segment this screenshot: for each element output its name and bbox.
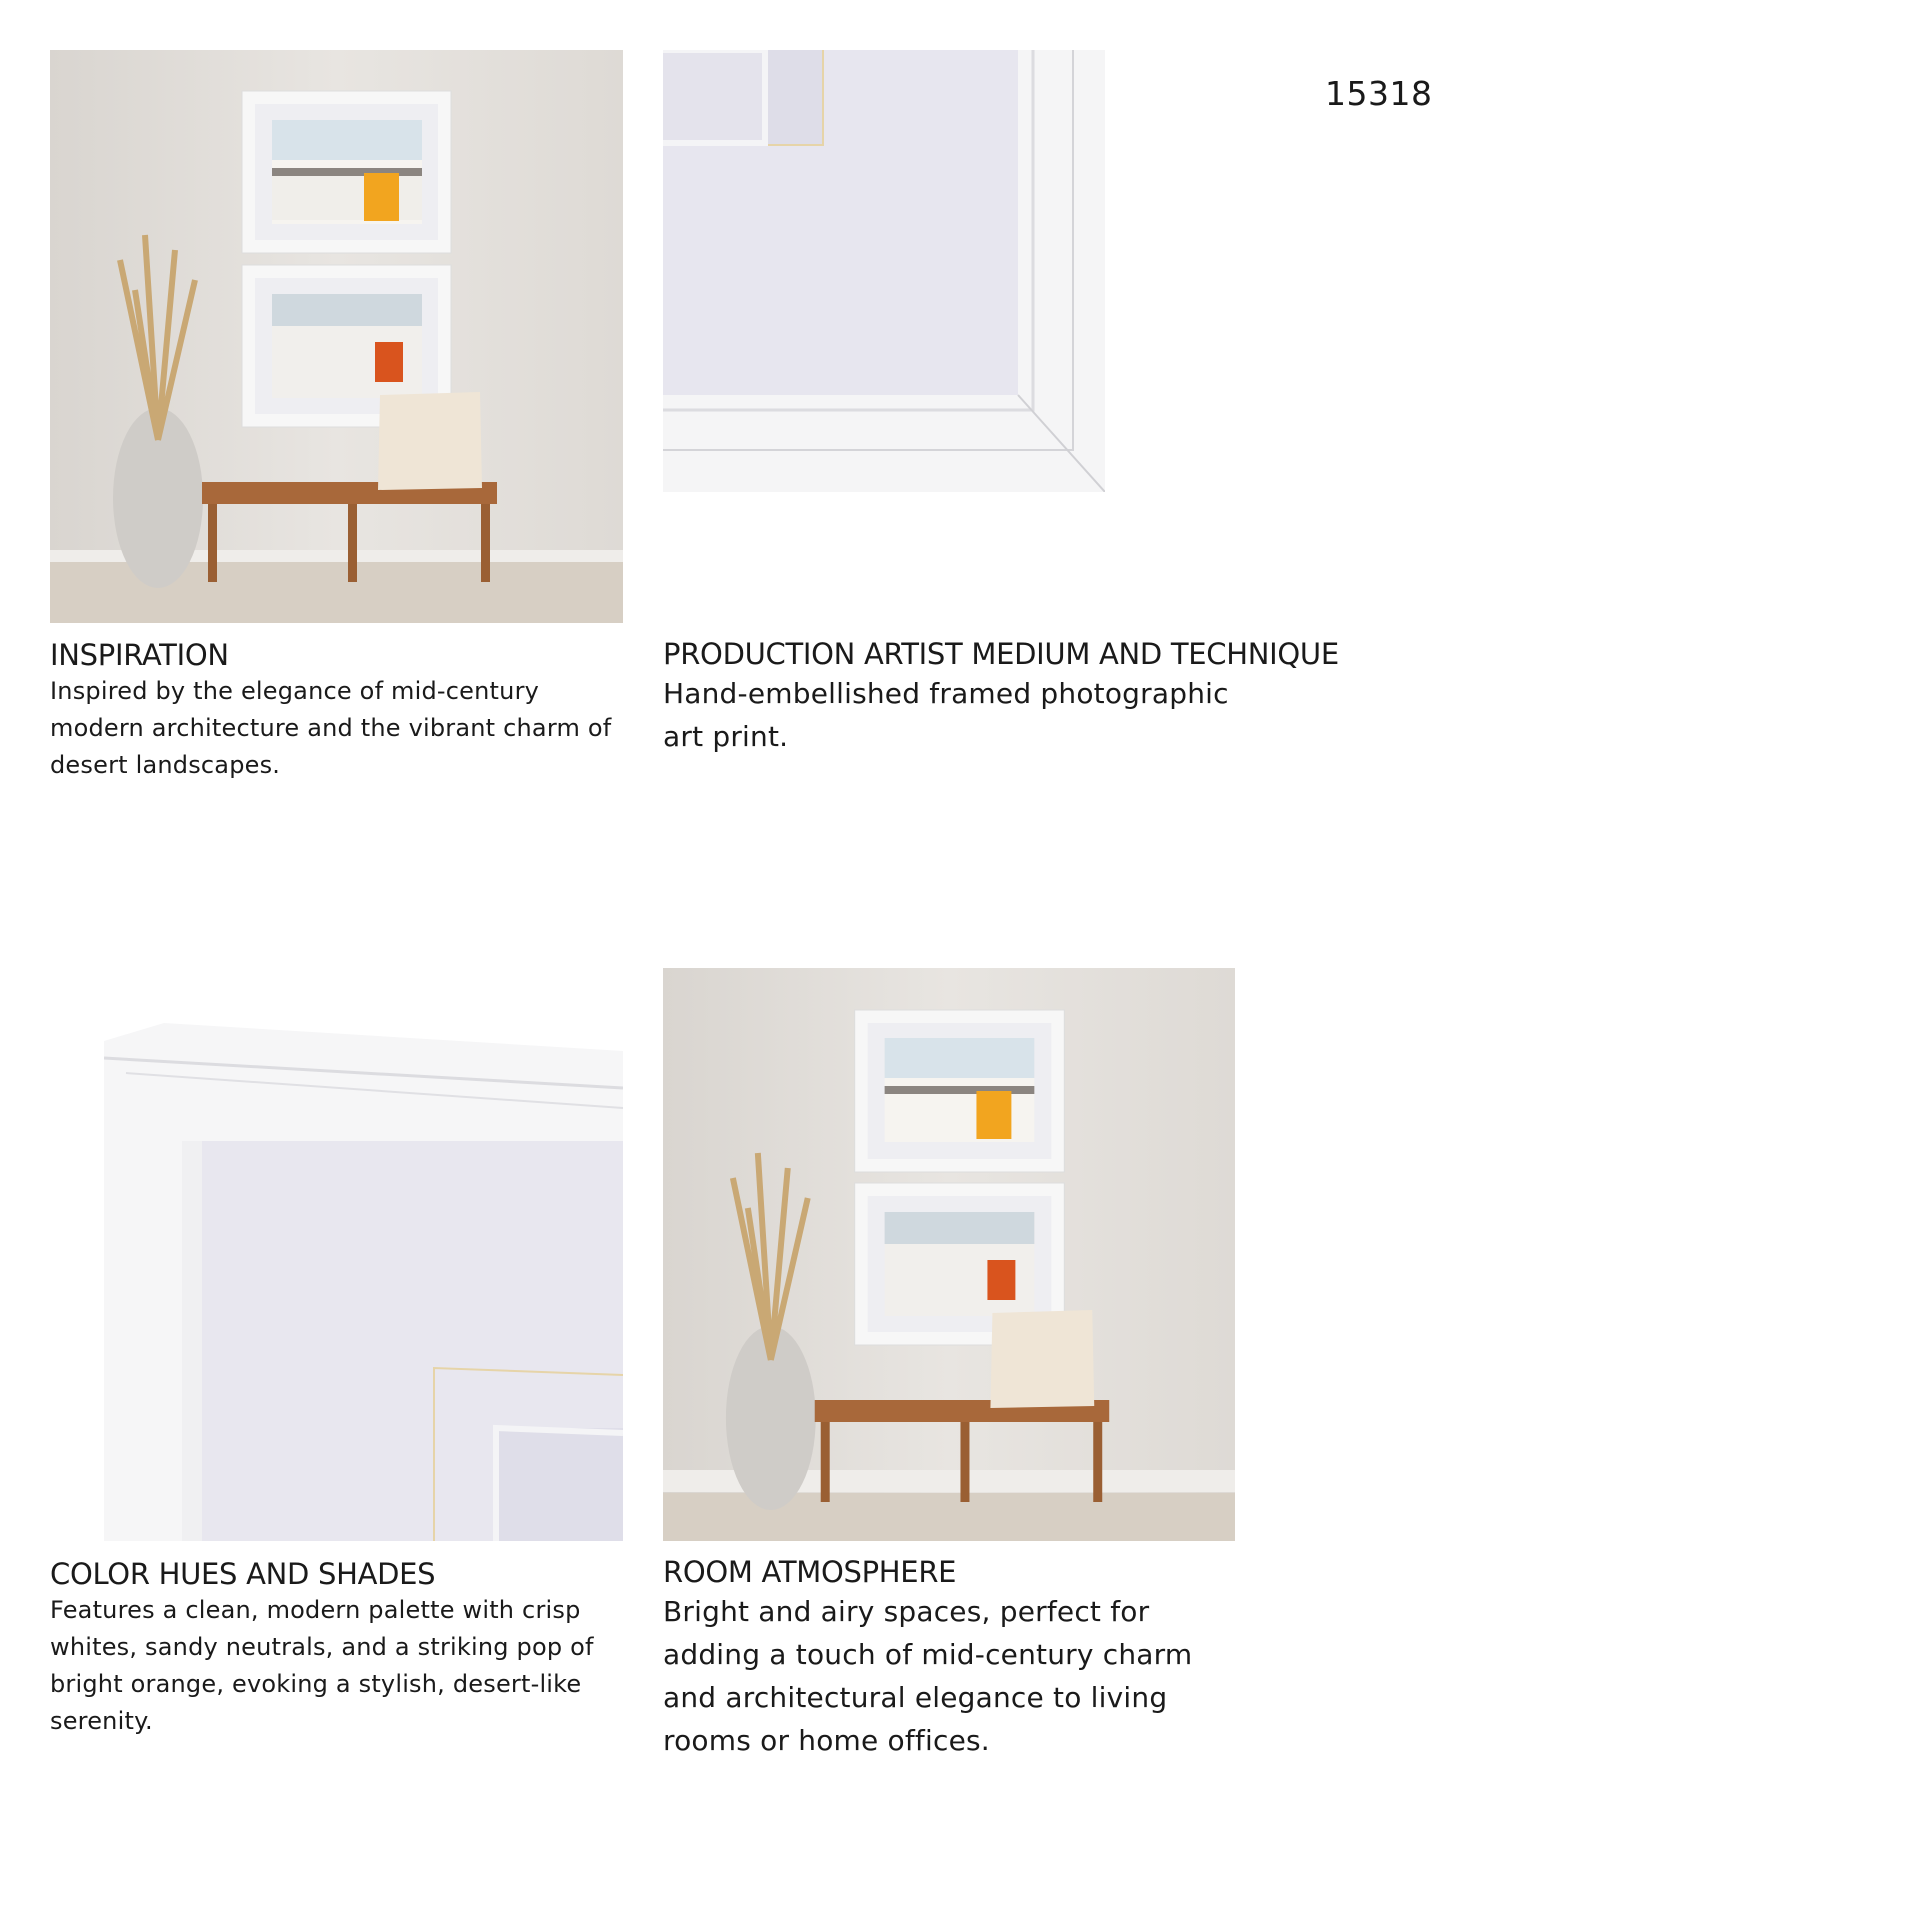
color-section — [50, 1556, 630, 1740]
color-heading: COLOR HUES AND SHADES — [50, 1557, 436, 1591]
room-section — [663, 1554, 1223, 1762]
inspiration-body: Inspired by the elegance of mid-century modern architecture and the vibrant charm of desert landscapes. — [50, 677, 612, 779]
room-heading: ROOM ATMOSPHERE — [663, 1555, 957, 1589]
frame-corner-closeup-photo — [104, 1023, 623, 1541]
room-body: Bright and airy spaces, perfect for adding a touch of mid-century charm and architectural elegance to living rooms or home offices. — [663, 1595, 1193, 1757]
production-body: Hand-embellished framed photographic art print. — [663, 677, 1229, 753]
inspiration-heading: INSPIRATION — [50, 638, 229, 672]
production-heading: PRODUCTION ARTIST MEDIUM AND TECHNIQUE — [663, 637, 1339, 671]
inspiration-room-photo — [50, 50, 623, 623]
production-section — [663, 636, 1523, 758]
room-atmosphere-photo — [663, 968, 1235, 1541]
product-code: 15318 — [1325, 74, 1433, 113]
inspiration-section — [50, 637, 630, 784]
frame-corner-detail-photo — [663, 50, 1105, 492]
color-body: Features a clean, modern palette with crisp whites, sandy neutrals, and a striking pop of bright orange, evoking a stylish, desert-like serenity. — [50, 1596, 594, 1735]
